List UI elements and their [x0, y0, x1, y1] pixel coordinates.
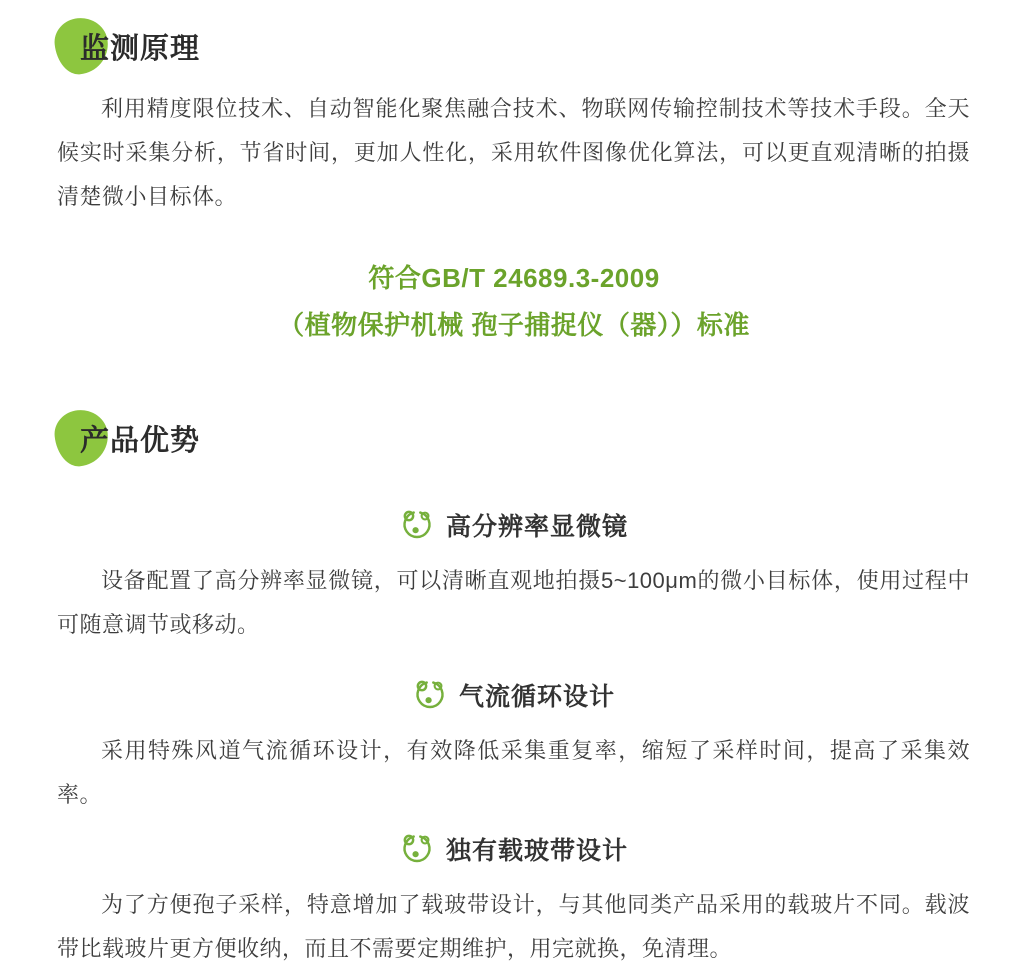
section-title: 监测原理 — [80, 32, 201, 65]
feature-heading-airflow — [0, 677, 1028, 713]
monitoring-principle-heading — [55, 17, 1028, 75]
section-title: 产品优势 — [80, 424, 201, 457]
panda-logo-icon — [400, 508, 434, 542]
standard-line-2: （植物保护机械 孢子捕捉仪（器））标准 — [278, 310, 750, 340]
feature-paragraph-airflow: 采用特殊风道气流循环设计，有效降低采集重复率，缩短了采样时间，提高了采集效率。 — [57, 738, 970, 807]
feature-paragraph-microscope: 设备配置了高分辨率显微镜，可以清晰直观地拍摄5~100μm的微小目标体，使用过程中可随意调节或移动。 — [57, 568, 970, 637]
product-advantages-heading — [55, 409, 1028, 467]
feature-heading-slide-band — [0, 831, 1028, 867]
standard-compliance-callout — [0, 255, 1028, 349]
panda-logo-icon — [413, 678, 447, 712]
monitoring-principle-paragraph: 利用精度限位技术、自动智能化聚焦融合技术、物联网传输控制技术等技术手段。全天候实时采集分析，节省时间，更加人性化，采用软件图像优化算法，可以更直观清晰的拍摄清楚微小目标体。 — [57, 96, 970, 209]
feature-paragraph-slide-band: 为了方便孢子采样，特意增加了载玻带设计，与其他同类产品采用的载玻片不同。载波带比载玻片更方便收纳，而且不需要定期维护，用完就换，免清理。 — [57, 892, 970, 961]
feature-title: 高分辨率显微镜 — [445, 513, 628, 541]
standard-line-1: 符合GB/T 24689.3-2009 — [368, 263, 660, 293]
feature-heading-microscope — [0, 507, 1028, 543]
feature-title: 独有载玻带设计 — [445, 837, 628, 865]
feature-title: 气流循环设计 — [458, 683, 615, 711]
panda-logo-icon — [400, 832, 434, 866]
